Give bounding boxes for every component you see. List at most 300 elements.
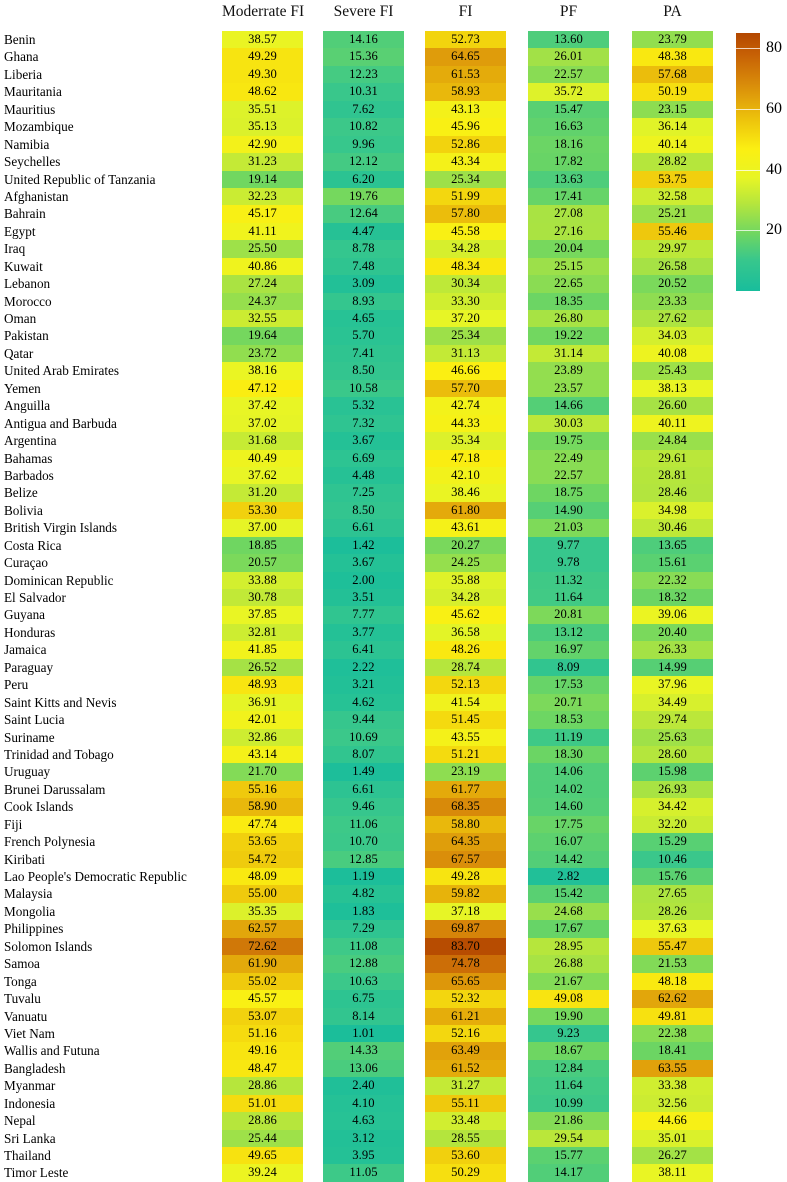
- heatmap-cell: 12.85: [323, 851, 404, 868]
- heatmap-cell: 52.73: [425, 31, 506, 48]
- heatmap-cell: 28.86: [222, 1112, 303, 1129]
- heatmap-cell: 67.57: [425, 851, 506, 868]
- heatmap-cell: 35.01: [632, 1130, 713, 1147]
- heatmap-cell: 6.61: [323, 519, 404, 536]
- heatmap-cell: 26.33: [632, 641, 713, 658]
- heatmap-cell: 7.25: [323, 484, 404, 501]
- heatmap-cell: 61.52: [425, 1060, 506, 1077]
- heatmap-cell: 74.78: [425, 955, 506, 972]
- heatmap-cell: 55.46: [632, 223, 713, 240]
- heatmap-cell: 21.03: [528, 519, 609, 536]
- heatmap-cell: 7.41: [323, 345, 404, 362]
- heatmap-cell: 3.51: [323, 589, 404, 606]
- row-label: El Salvador: [4, 590, 66, 605]
- row-label: Solomon Islands: [4, 938, 93, 954]
- heatmap-cell: 23.89: [528, 362, 609, 379]
- heatmap-cell: 52.16: [425, 1025, 506, 1042]
- heatmap-cell: 24.37: [222, 293, 303, 310]
- heatmap-cell: 22.57: [528, 467, 609, 484]
- heatmap-cell: 3.77: [323, 624, 404, 641]
- heatmap-cell: 61.21: [425, 1008, 506, 1025]
- heatmap-cell: 15.36: [323, 48, 404, 65]
- column-header-severe_fi: Severe FI: [333, 3, 394, 20]
- heatmap-cell: 20.52: [632, 275, 713, 292]
- heatmap-cell: 51.16: [222, 1025, 303, 1042]
- row-label: Thailand: [4, 1148, 51, 1163]
- heatmap-column-moderate_fi: [222, 31, 303, 1182]
- heatmap-cell: 37.96: [632, 676, 713, 693]
- heatmap-cell: 26.27: [632, 1147, 713, 1164]
- heatmap-cell: 44.66: [632, 1112, 713, 1129]
- row-label: Indonesia: [4, 1095, 56, 1111]
- row-label: Benin: [4, 32, 36, 47]
- heatmap-cell: 55.16: [222, 781, 303, 798]
- heatmap-cell: 36.58: [425, 624, 506, 641]
- colorbar-tick-mark: [736, 170, 760, 171]
- heatmap-cell: 14.16: [323, 31, 404, 48]
- heatmap-cell: 57.68: [632, 66, 713, 83]
- heatmap-cell: 20.40: [632, 624, 713, 641]
- heatmap-cell: 19.64: [222, 327, 303, 344]
- heatmap-cell: 65.65: [425, 973, 506, 990]
- heatmap-cell: 10.31: [323, 83, 404, 100]
- heatmap-cell: 55.47: [632, 938, 713, 955]
- heatmap-cell: 48.34: [425, 258, 506, 275]
- heatmap-cell: 26.60: [632, 397, 713, 414]
- heatmap-cell: 28.46: [632, 484, 713, 501]
- heatmap-cell: 31.27: [425, 1077, 506, 1094]
- heatmap-cell: 40.49: [222, 450, 303, 467]
- heatmap-cell: 40.08: [632, 345, 713, 362]
- colorbar-tick-mark: [736, 230, 760, 231]
- heatmap-cell: 35.88: [425, 572, 506, 589]
- heatmap-cell: 33.48: [425, 1112, 506, 1129]
- heatmap-cell: 25.15: [528, 258, 609, 275]
- heatmap-cell: 37.63: [632, 920, 713, 937]
- heatmap-cell: 3.21: [323, 676, 404, 693]
- row-label: British Virgin Islands: [4, 520, 118, 536]
- heatmap-cell: 11.19: [528, 729, 609, 746]
- heatmap-cell: 51.21: [425, 746, 506, 763]
- heatmap-cell: 55.11: [425, 1095, 506, 1112]
- heatmap-cell: 4.10: [323, 1095, 404, 1112]
- heatmap-cell: 32.20: [632, 816, 713, 833]
- heatmap-cell: 33.88: [222, 572, 303, 589]
- heatmap-cell: 39.06: [632, 606, 713, 623]
- heatmap-cell: 30.78: [222, 589, 303, 606]
- heatmap-cell: 38.57: [222, 31, 303, 48]
- heatmap-cell: 7.62: [323, 101, 404, 118]
- heatmap-cell: 55.02: [222, 973, 303, 990]
- heatmap-cell: 8.50: [323, 362, 404, 379]
- heatmap-cell: 61.53: [425, 66, 506, 83]
- heatmap-cell: 11.08: [323, 938, 404, 955]
- heatmap-cell: 18.35: [528, 293, 609, 310]
- heatmap-cell: 49.16: [222, 1042, 303, 1059]
- heatmap-cell: 49.65: [222, 1147, 303, 1164]
- heatmap-cell: 15.29: [632, 833, 713, 850]
- heatmap-cell: 6.41: [323, 641, 404, 658]
- row-label: Mongolia: [4, 903, 56, 919]
- heatmap-cell: 11.64: [528, 589, 609, 606]
- colorbar-tick-mark: [736, 48, 760, 49]
- heatmap-cell: 12.23: [323, 66, 404, 83]
- heatmap-cell: 47.18: [425, 450, 506, 467]
- heatmap-cell: 3.67: [323, 432, 404, 449]
- heatmap-cell: 40.14: [632, 136, 713, 153]
- heatmap-cell: 9.77: [528, 537, 609, 554]
- heatmap-cell: 5.70: [323, 327, 404, 344]
- heatmap-cell: 38.11: [632, 1164, 713, 1181]
- heatmap-cell: 16.07: [528, 833, 609, 850]
- row-label: Bahamas: [4, 450, 53, 466]
- heatmap-cell: 25.63: [632, 729, 713, 746]
- row-label: Honduras: [4, 624, 56, 640]
- heatmap-cell: 18.75: [528, 484, 609, 501]
- heatmap-cell: 32.58: [632, 188, 713, 205]
- heatmap-cell: 35.13: [222, 118, 303, 135]
- heatmap-cell: 17.53: [528, 676, 609, 693]
- heatmap-cell: 17.41: [528, 188, 609, 205]
- heatmap-cell: 34.98: [632, 502, 713, 519]
- heatmap-cell: 32.56: [632, 1095, 713, 1112]
- heatmap-cell: 21.53: [632, 955, 713, 972]
- column-header-fi: FI: [458, 3, 473, 20]
- row-label: Mauritania: [4, 84, 62, 100]
- heatmap-cell: 46.66: [425, 362, 506, 379]
- heatmap-cell: 32.55: [222, 310, 303, 327]
- heatmap-cell: 23.19: [425, 763, 506, 780]
- heatmap-cell: 20.04: [528, 240, 609, 257]
- heatmap-cell: 20.57: [222, 554, 303, 571]
- heatmap-cell: 4.65: [323, 310, 404, 327]
- heatmap-cell: 42.01: [222, 711, 303, 728]
- heatmap-cell: 48.47: [222, 1060, 303, 1077]
- row-label: Suriname: [4, 729, 55, 745]
- heatmap-cell: 28.60: [632, 746, 713, 763]
- heatmap-cell: 28.95: [528, 938, 609, 955]
- heatmap-cell: 43.13: [425, 101, 506, 118]
- row-label: Costa Rica: [4, 537, 62, 553]
- heatmap-cell: 27.65: [632, 885, 713, 902]
- heatmap-cell: 3.67: [323, 554, 404, 571]
- heatmap-cell: 3.09: [323, 275, 404, 292]
- heatmap-cell: 64.65: [425, 48, 506, 65]
- heatmap-cell: 58.80: [425, 816, 506, 833]
- heatmap-cell: 57.70: [425, 380, 506, 397]
- heatmap-cell: 42.90: [222, 136, 303, 153]
- heatmap-cell: 4.47: [323, 223, 404, 240]
- heatmap-cell: 15.47: [528, 101, 609, 118]
- heatmap-cell: 26.01: [528, 48, 609, 65]
- heatmap-cell: 12.84: [528, 1060, 609, 1077]
- heatmap-cell: 32.86: [222, 729, 303, 746]
- heatmap-cell: 48.38: [632, 48, 713, 65]
- heatmap-cell: 13.60: [528, 31, 609, 48]
- row-label: United Republic of Tanzania: [4, 171, 156, 187]
- row-label: Barbados: [4, 467, 54, 483]
- heatmap-cell: 43.55: [425, 729, 506, 746]
- heatmap-cell: 31.23: [222, 153, 303, 170]
- heatmap-cell: 22.57: [528, 66, 609, 83]
- heatmap-cell: 53.75: [632, 171, 713, 188]
- row-label: Liberia: [4, 66, 43, 82]
- heatmap-cell: 8.07: [323, 746, 404, 763]
- heatmap-cell: 62.62: [632, 990, 713, 1007]
- heatmap-cell: 28.26: [632, 903, 713, 920]
- heatmap-cell: 15.77: [528, 1147, 609, 1164]
- row-label: Mauritius: [4, 101, 56, 117]
- colorbar: [736, 33, 787, 291]
- row-label: Belize: [4, 485, 38, 501]
- heatmap-cell: 19.22: [528, 327, 609, 344]
- heatmap-cell: 16.97: [528, 641, 609, 658]
- row-label: Tonga: [4, 973, 37, 989]
- heatmap-cell: 36.91: [222, 694, 303, 711]
- heatmap-cell: 3.95: [323, 1147, 404, 1164]
- heatmap-cell: 43.34: [425, 153, 506, 170]
- heatmap-cell: 27.24: [222, 275, 303, 292]
- heatmap-cell: 29.74: [632, 711, 713, 728]
- heatmap-cell: 39.24: [222, 1164, 303, 1181]
- heatmap-cell: 25.50: [222, 240, 303, 257]
- colorbar-tick-label: 40: [766, 160, 782, 178]
- heatmap-cell: 36.14: [632, 118, 713, 135]
- heatmap-cell: 25.34: [425, 171, 506, 188]
- row-label: Brunei Darussalam: [4, 781, 106, 797]
- heatmap-cell: 7.77: [323, 606, 404, 623]
- heatmap-cell: 14.33: [323, 1042, 404, 1059]
- heatmap-cell: 29.54: [528, 1130, 609, 1147]
- heatmap-cell: 31.14: [528, 345, 609, 362]
- heatmap-cell: 15.42: [528, 885, 609, 902]
- heatmap-cell: 55.00: [222, 885, 303, 902]
- row-label: Philippines: [4, 921, 64, 937]
- heatmap-cell: 45.58: [425, 223, 506, 240]
- heatmap-cell: 53.65: [222, 833, 303, 850]
- heatmap-cell: 8.93: [323, 293, 404, 310]
- row-label: Egypt: [4, 223, 36, 239]
- colorbar-gradient: [736, 33, 760, 291]
- heatmap-cell: 38.16: [222, 362, 303, 379]
- heatmap-cell: 41.85: [222, 641, 303, 658]
- row-label: Paraguay: [4, 659, 54, 675]
- heatmap-cell: 1.19: [323, 868, 404, 885]
- heatmap-cell: 44.33: [425, 415, 506, 432]
- heatmap-cell: 3.12: [323, 1130, 404, 1147]
- heatmap-cell: 8.09: [528, 659, 609, 676]
- colorbar-tick-mark: [736, 109, 760, 110]
- heatmap-cell: 21.70: [222, 763, 303, 780]
- heatmap-cell: 45.17: [222, 205, 303, 222]
- heatmap-cell: 59.82: [425, 885, 506, 902]
- row-label: Oman: [4, 311, 37, 326]
- heatmap-cell: 25.43: [632, 362, 713, 379]
- heatmap-cell: 9.23: [528, 1025, 609, 1042]
- heatmap-cell: 48.62: [222, 83, 303, 100]
- heatmap-cell: 47.12: [222, 380, 303, 397]
- heatmap-cell: 69.87: [425, 920, 506, 937]
- heatmap-cell: 10.70: [323, 833, 404, 850]
- heatmap-cell: 29.61: [632, 450, 713, 467]
- heatmap-cell: 33.38: [632, 1077, 713, 1094]
- heatmap-cell: 61.90: [222, 955, 303, 972]
- heatmap-cell: 53.60: [425, 1147, 506, 1164]
- column-header-moderate_fi: Moderrate FI: [222, 3, 305, 20]
- heatmap-cell: 38.13: [632, 380, 713, 397]
- heatmap-cell: 23.79: [632, 31, 713, 48]
- heatmap-cell: 31.20: [222, 484, 303, 501]
- heatmap-cell: 61.77: [425, 781, 506, 798]
- heatmap-cell: 42.74: [425, 397, 506, 414]
- heatmap-cell: 51.01: [222, 1095, 303, 1112]
- heatmap-cell: 11.05: [323, 1164, 404, 1181]
- heatmap-cell: 14.02: [528, 781, 609, 798]
- heatmap-cell: 49.81: [632, 1008, 713, 1025]
- heatmap-cell: 18.16: [528, 136, 609, 153]
- heatmap-cell: 13.06: [323, 1060, 404, 1077]
- heatmap-cell: 21.86: [528, 1112, 609, 1129]
- row-label: Bahrain: [4, 206, 46, 222]
- row-label: Myanmar: [4, 1078, 56, 1094]
- heatmap-cell: 8.50: [323, 502, 404, 519]
- row-label: Samoa: [4, 956, 40, 972]
- heatmap-cell: 26.93: [632, 781, 713, 798]
- heatmap-cell: 26.52: [222, 659, 303, 676]
- heatmap-cell: 14.66: [528, 397, 609, 414]
- heatmap-cell: 1.01: [323, 1025, 404, 1042]
- heatmap-cell: 28.82: [632, 153, 713, 170]
- heatmap-cell: 52.32: [425, 990, 506, 1007]
- heatmap-cell: 18.67: [528, 1042, 609, 1059]
- column-header-pa: PA: [663, 3, 682, 20]
- heatmap-cell: 38.46: [425, 484, 506, 501]
- row-label: Uruguay: [4, 764, 51, 780]
- heatmap-cell: 4.48: [323, 467, 404, 484]
- heatmap-cell: 30.03: [528, 415, 609, 432]
- heatmap-cell: 48.93: [222, 676, 303, 693]
- heatmap-cell: 24.68: [528, 903, 609, 920]
- row-label: Iraq: [4, 241, 26, 257]
- heatmap-cell: 1.83: [323, 903, 404, 920]
- heatmap-cell: 37.85: [222, 606, 303, 623]
- heatmap-cell: 52.86: [425, 136, 506, 153]
- heatmap-cell: 35.35: [222, 903, 303, 920]
- heatmap-cell: 19.14: [222, 171, 303, 188]
- heatmap-cell: 48.18: [632, 973, 713, 990]
- heatmap-cell: 5.32: [323, 397, 404, 414]
- heatmap-cell: 35.34: [425, 432, 506, 449]
- heatmap-cell: 62.57: [222, 920, 303, 937]
- heatmap-cell: 64.35: [425, 833, 506, 850]
- heatmap-cell: 28.86: [222, 1077, 303, 1094]
- heatmap-cell: 45.96: [425, 118, 506, 135]
- row-label: Seychelles: [4, 154, 61, 170]
- heatmap-cell: 19.76: [323, 188, 404, 205]
- heatmap-cell: 27.08: [528, 205, 609, 222]
- row-label: Afghanistan: [4, 188, 69, 204]
- heatmap-column-severe_fi: [323, 31, 404, 1182]
- row-label: Anguilla: [4, 398, 51, 414]
- colorbar-tick-label: 80: [766, 39, 782, 57]
- colorbar-tick-label: 60: [766, 99, 782, 117]
- heatmap-cell: 13.65: [632, 537, 713, 554]
- heatmap-cell: 34.49: [632, 694, 713, 711]
- heatmap-cell: 6.69: [323, 450, 404, 467]
- heatmap-cell: 14.90: [528, 502, 609, 519]
- heatmap-cell: 14.99: [632, 659, 713, 676]
- heatmap-cell: 20.81: [528, 606, 609, 623]
- heatmap-cell: 17.67: [528, 920, 609, 937]
- row-label: Qatar: [4, 345, 34, 361]
- heatmap-cell: 17.75: [528, 816, 609, 833]
- heatmap-cell: 34.28: [425, 240, 506, 257]
- heatmap-cell: 19.90: [528, 1008, 609, 1025]
- heatmap-cell: 27.16: [528, 223, 609, 240]
- row-label: United Arab Emirates: [4, 363, 119, 379]
- heatmap-cell: 45.62: [425, 606, 506, 623]
- heatmap-cell: 1.49: [323, 763, 404, 780]
- heatmap-column-fi: [425, 31, 506, 1182]
- heatmap-cell: 28.55: [425, 1130, 506, 1147]
- heatmap-cell: 25.34: [425, 327, 506, 344]
- row-label: Yemen: [4, 380, 41, 396]
- heatmap-cell: 63.49: [425, 1042, 506, 1059]
- heatmap-cell: 26.88: [528, 955, 609, 972]
- heatmap-cell: 14.17: [528, 1164, 609, 1181]
- row-label: Tuvalu: [4, 991, 41, 1007]
- heatmap-cell: 49.28: [425, 868, 506, 885]
- heatmap-cell: 14.42: [528, 851, 609, 868]
- row-label: Peru: [4, 677, 29, 693]
- heatmap-cell: 26.80: [528, 310, 609, 327]
- row-label-column: [4, 31, 218, 1182]
- row-label: Jamaica: [4, 642, 47, 658]
- heatmap-cell: 18.53: [528, 711, 609, 728]
- row-label: Guyana: [4, 607, 46, 623]
- heatmap-cell: 18.41: [632, 1042, 713, 1059]
- colorbar-tick-label: 20: [766, 221, 782, 239]
- heatmap-cell: 37.00: [222, 519, 303, 536]
- heatmap-cell: 37.18: [425, 903, 506, 920]
- heatmap-cell: 40.11: [632, 415, 713, 432]
- heatmap-cell: 53.07: [222, 1008, 303, 1025]
- row-label: Pakistan: [4, 328, 49, 344]
- row-label: Saint Lucia: [4, 712, 65, 728]
- heatmap-cell: 41.11: [222, 223, 303, 240]
- heatmap-cell: 29.97: [632, 240, 713, 257]
- heatmap-cell: 54.72: [222, 851, 303, 868]
- heatmap-cell: 9.44: [323, 711, 404, 728]
- heatmap-column-pf: [528, 31, 609, 1182]
- heatmap-cell: 23.33: [632, 293, 713, 310]
- row-label: Viet Nam: [4, 1025, 55, 1041]
- heatmap-cell: 10.69: [323, 729, 404, 746]
- row-label: Bolivia: [4, 502, 43, 518]
- heatmap-cell: 2.00: [323, 572, 404, 589]
- heatmap-cell: 2.22: [323, 659, 404, 676]
- heatmap-cell: 33.30: [425, 293, 506, 310]
- heatmap-cell: 7.32: [323, 415, 404, 432]
- heatmap-cell: 49.08: [528, 990, 609, 1007]
- row-label: Cook Islands: [4, 799, 74, 815]
- heatmap-cell: 32.81: [222, 624, 303, 641]
- heatmap-cell: 9.96: [323, 136, 404, 153]
- heatmap-cell: 24.25: [425, 554, 506, 571]
- row-label: Timor Leste: [4, 1165, 69, 1181]
- row-label: Lebanon: [4, 276, 51, 292]
- heatmap-cell: 30.46: [632, 519, 713, 536]
